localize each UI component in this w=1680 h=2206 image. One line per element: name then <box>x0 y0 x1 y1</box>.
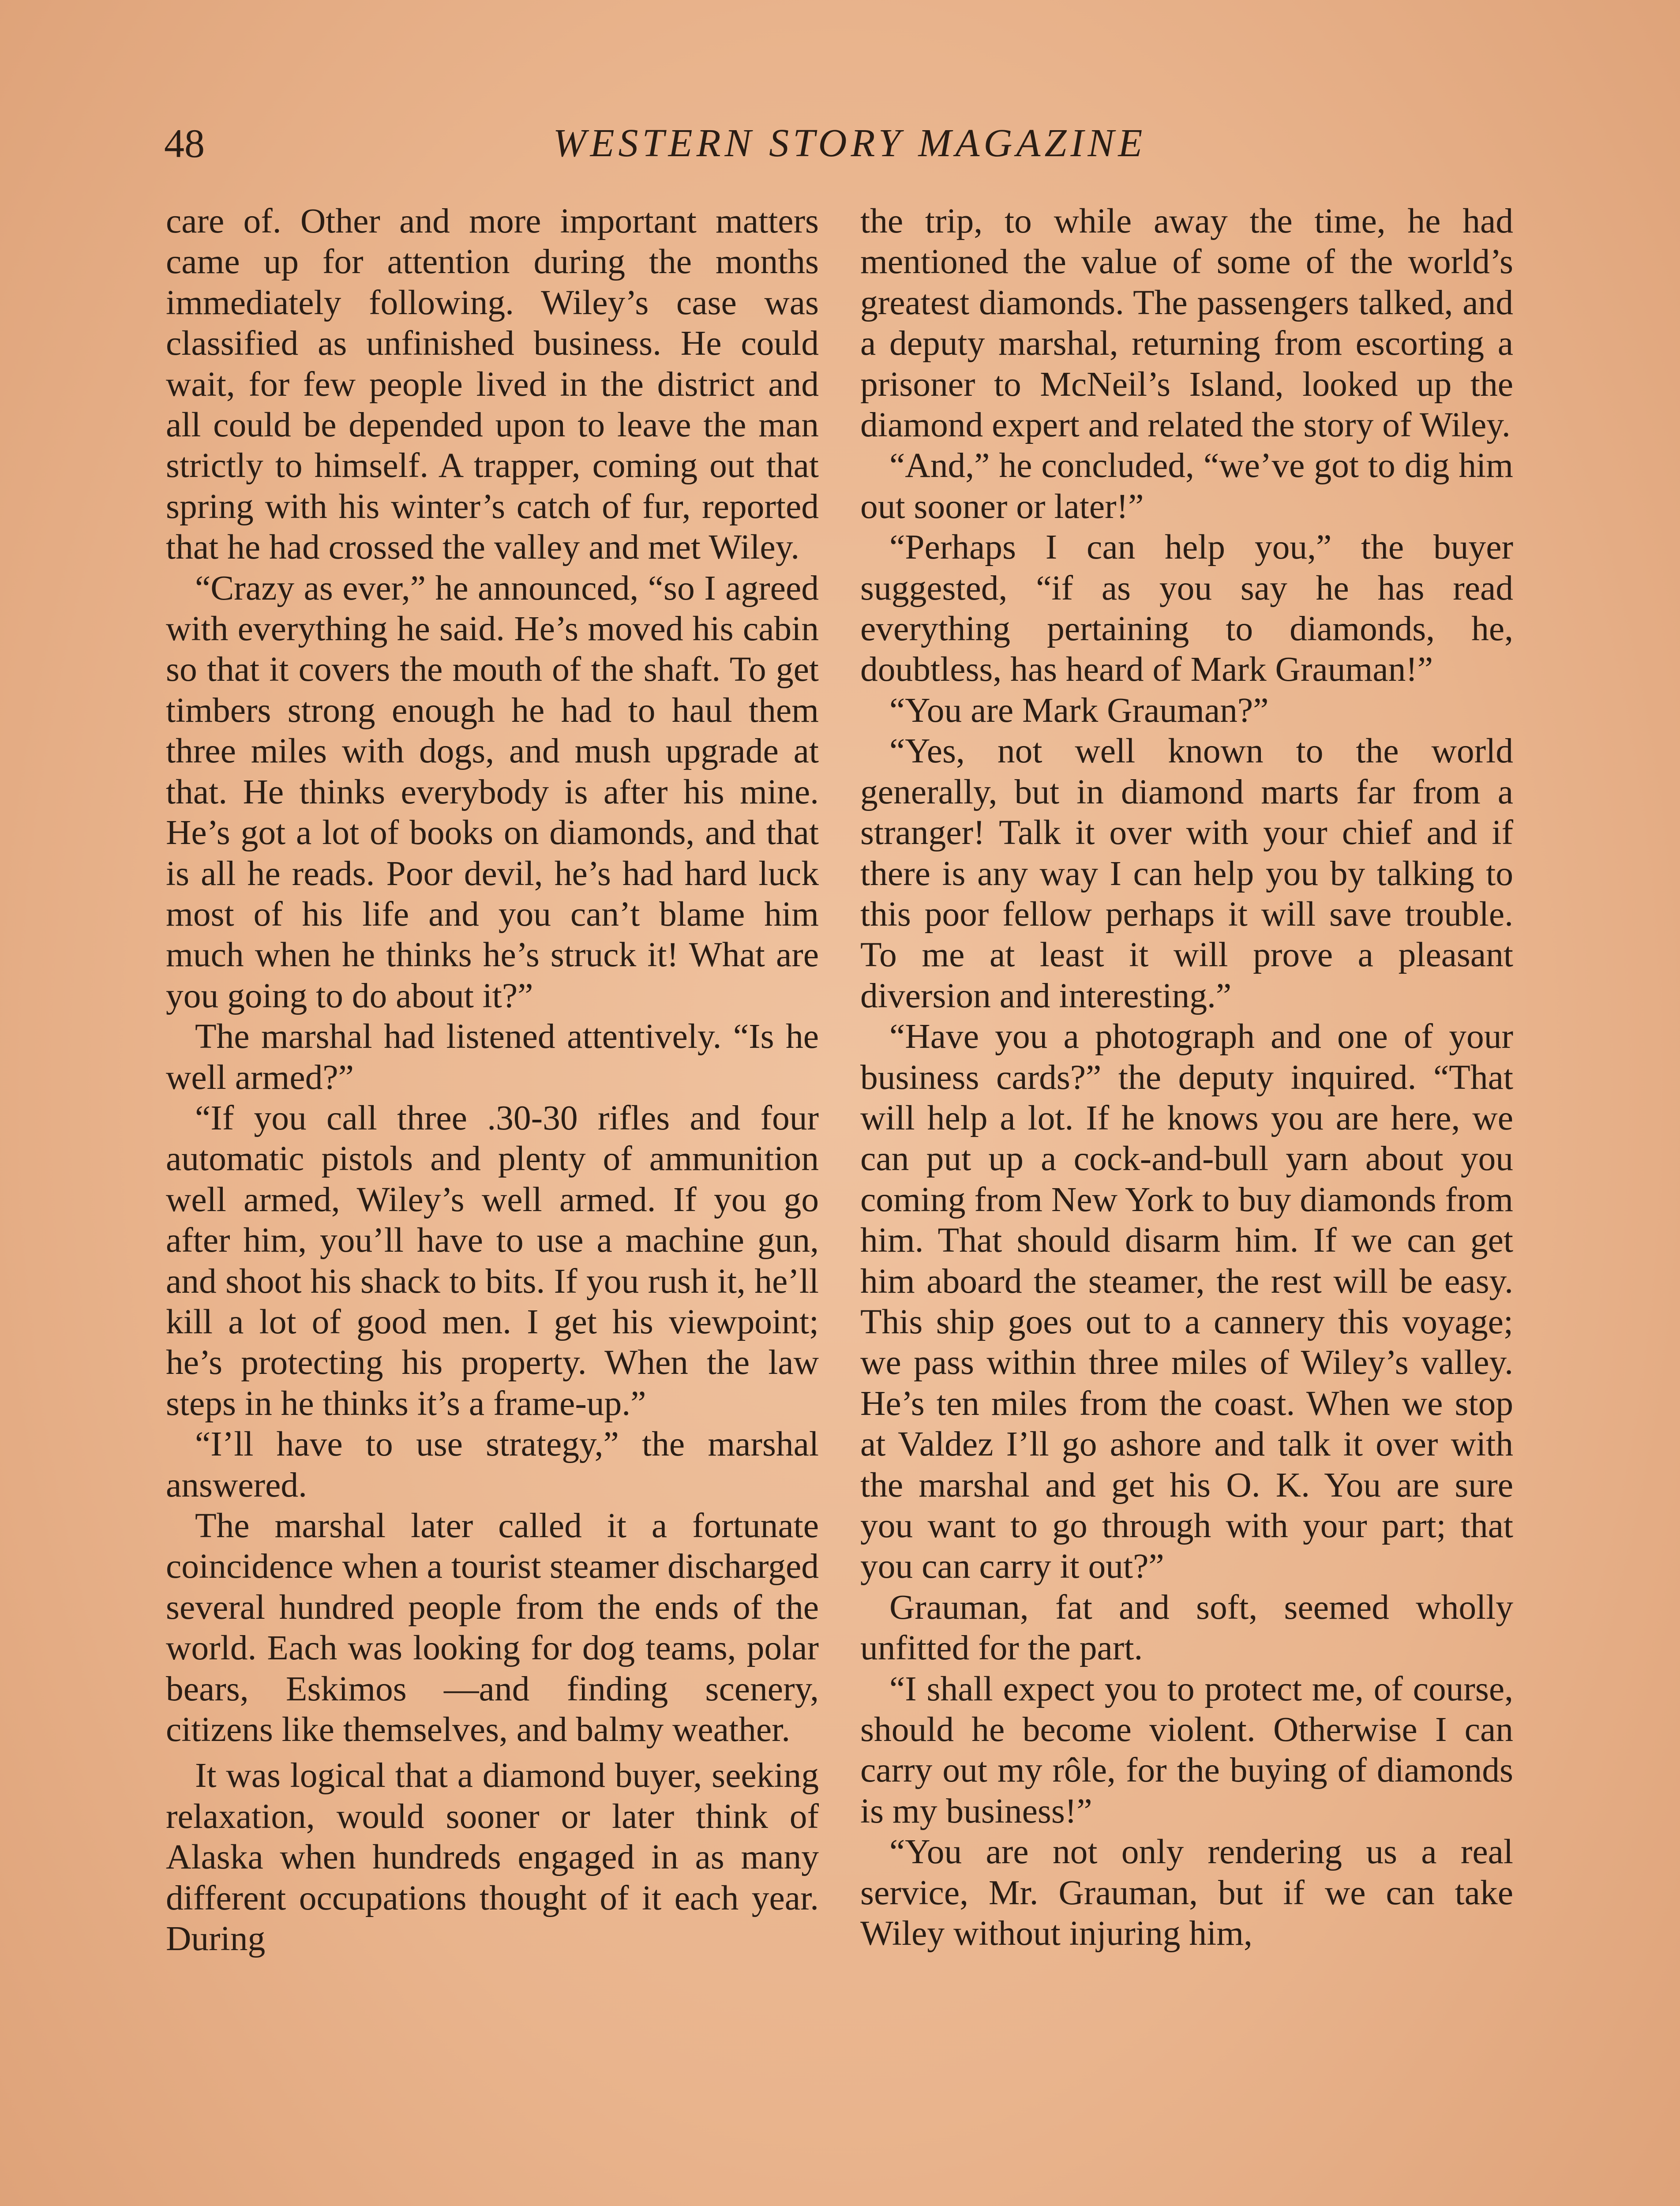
paragraph: The marshal later called it a fortunate coincidence when a tourist steamer discharged several hundred people from the ends of the world. Each was looking for dog teams, polar bears, Eskimos —and finding scenery, citizens like themselves, and balmy weather. <box>166 1506 819 1749</box>
page-header <box>164 113 1518 174</box>
paragraph: “Perhaps I can help you,” the buyer suggested, “if as you say he has read everything pertaining to diamonds, he, doubtless, has heard of Mark Grauman!” <box>860 528 1513 689</box>
paragraph: Grauman, fat and soft, seemed wholly unfitted for the part. <box>860 1587 1513 1668</box>
paragraph: The marshal had listened attentively. “Is he well armed?” <box>166 1017 819 1097</box>
running-title: WESTERN STORY MAGAZINE <box>553 121 1147 165</box>
left-column <box>166 201 819 1959</box>
paragraph: “And,” he concluded, “we’ve got to dig him out sooner or later!” <box>860 446 1513 526</box>
paragraph: care of. Other and more important matters came up for attention during the months immediately following. Wiley’s case was classified as unfinished business. He could wait, for few people lived in the district and all could be depended upon to leave the man strictly to himself. A trapper, coming out that spring with his winter’s catch of fur, reported that he had crossed the valley and met Wiley. <box>166 202 819 567</box>
paragraph: “Have you a photograph and one of your business cards?” the deputy inquired. “That will help a lot. If he knows you are here, we can put up a cock-and-bull yarn about you coming from New York to buy diamonds from him. That should disarm him. If we can get him aboard the steamer, the rest will be easy. This ship goes out to a cannery this voyage; we pass within three miles of Wiley’s valley. He’s ten miles from the coast. When we stop at Valdez I’ll go ashore and talk it over with the marshal and get his O. K. You are sure you want to go through with your part; that you can carry it out?” <box>860 1017 1513 1586</box>
right-column <box>860 201 1513 1954</box>
paragraph: “Crazy as ever,” he announced, “so I agreed with everything he said. He’s moved his cabin so that it covers the mouth of the shaft. To get timbers strong enough he had to haul them three miles with dogs, and mush upgrade at that. He thinks everybody is after his mine. He’s got a lot of books on diamonds, and that is all he reads. Poor devil, he’s had hard luck most of his life and you can’t blame him much when he thinks he’s struck it! What are you going to do about it?” <box>166 568 819 1015</box>
paragraph: “I shall expect you to protect me, of course, should he become violent. Otherwise I can carry out my rôle, for the buying of diamonds is my business!” <box>860 1669 1513 1831</box>
paragraph: “If you call three .30-30 rifles and four automatic pistols and plenty of ammunition well armed, Wiley’s well armed. If you go after him, you’ll have to use a machine gun, and shoot his shack to bits. If you rush it, he’ll kill a lot of good men. I get his viewpoint; he’s protecting his property. When the law steps in he thinks it’s a frame-up.” <box>166 1098 819 1423</box>
paragraph: the trip, to while away the time, he had mentioned the value of some of the world’s greatest diamonds. The passengers talked, and a deputy marshal, returning from escorting a prisoner to McNeil’s Island, looked up the diamond expert and related the story of Wiley. <box>860 202 1513 445</box>
page-number: 48 <box>164 121 205 166</box>
paragraph: “I’ll have to use strategy,” the marshal answered. <box>166 1425 819 1504</box>
paragraph: It was logical that a diamond buyer, seeking relaxation, would sooner or later think of Alaska when hundreds engaged in as many different occupations thought of it each year. During <box>166 1756 819 1958</box>
paragraph: “You are not only rendering us a real service, Mr. Grauman, but if we can take Wiley without injuring him, <box>860 1832 1513 1953</box>
paragraph: “Yes, not well known to the world generally, but in diamond marts far from a stranger! Talk it over with your chief and if there is any way I can help you by talking to this poor fellow perhaps it will save trouble. To me at least it will prove a pleasant diversion and interesting.” <box>860 732 1513 1015</box>
paragraph: “You are Mark Grauman?” <box>889 690 1269 730</box>
